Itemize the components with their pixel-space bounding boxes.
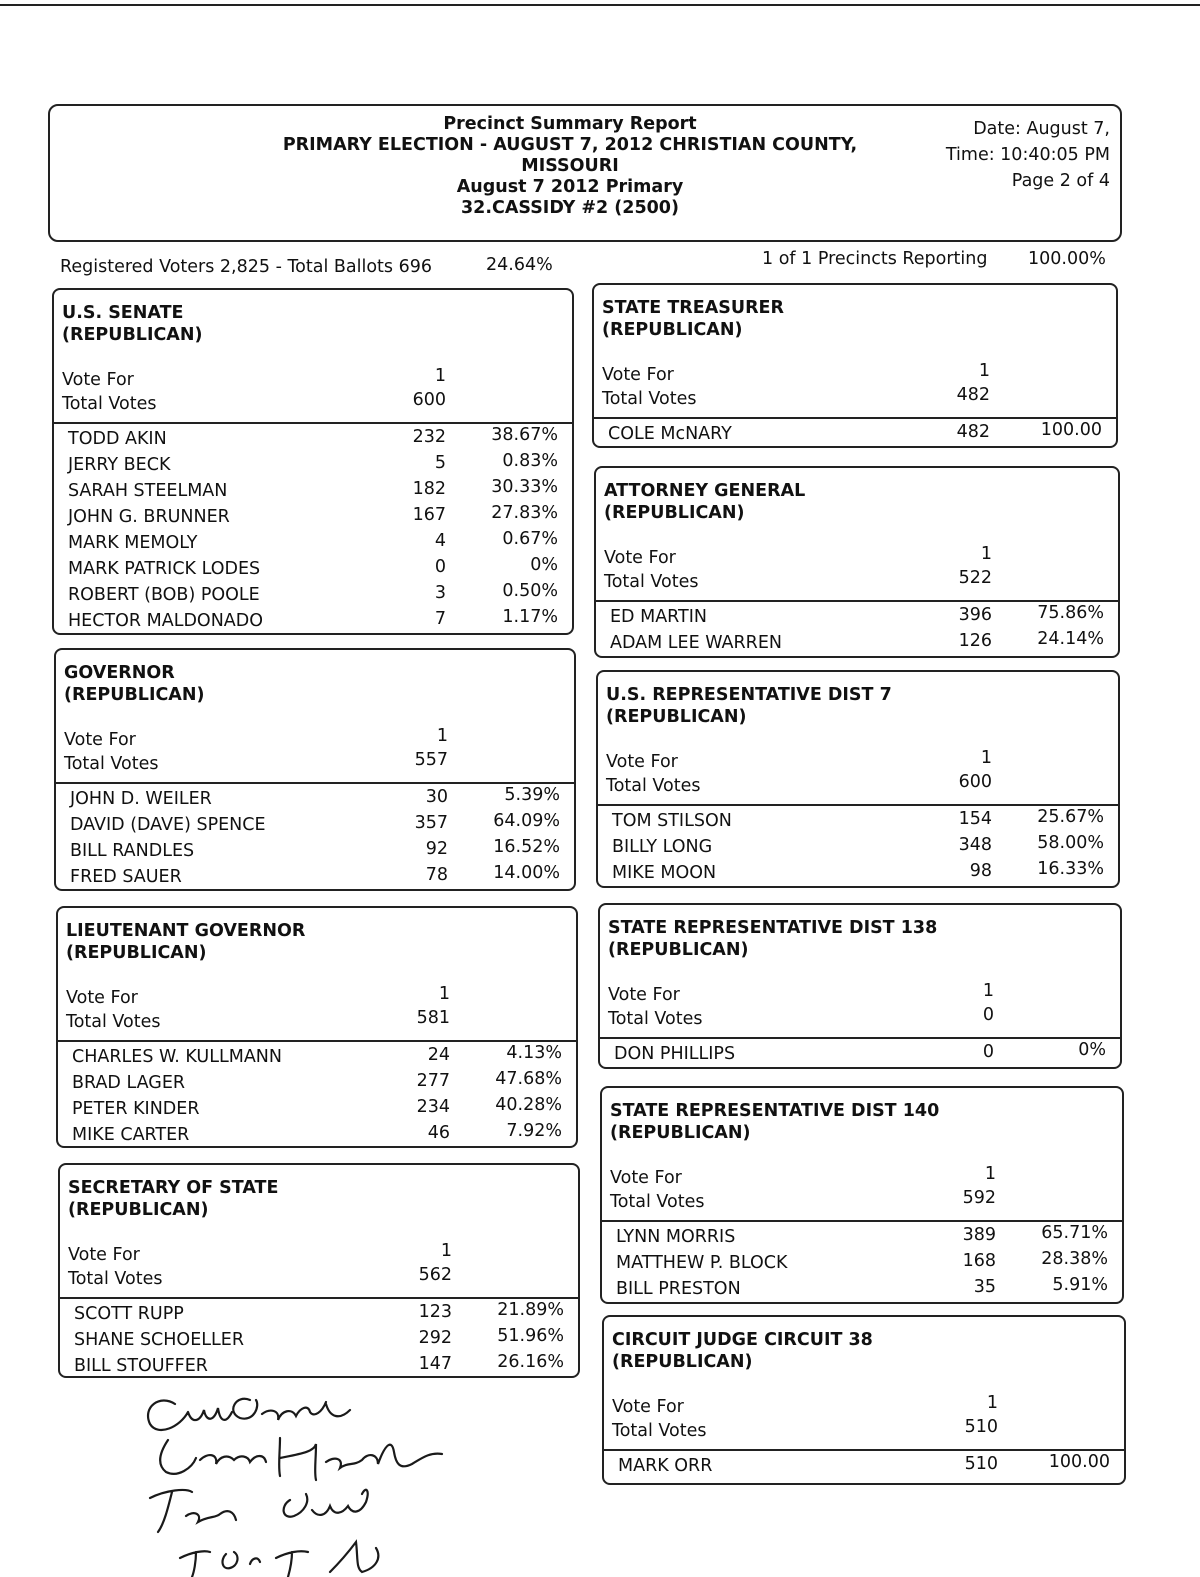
vote-info <box>594 361 1116 411</box>
race-party: (REPUBLICAN) <box>610 1123 751 1143</box>
candidate-name: LYNN MORRIS <box>616 1227 736 1247</box>
candidate-name: TODD AKIN <box>68 429 167 449</box>
vote-info <box>604 1393 1124 1443</box>
candidate-percent: 0.83% <box>502 451 558 471</box>
header-title-block <box>230 114 910 219</box>
candidate-percent: 7.92% <box>506 1121 562 1141</box>
candidate-votes: 167 <box>412 505 446 525</box>
race-box <box>596 670 1120 888</box>
candidate-votes: 24 <box>427 1045 450 1065</box>
candidate-votes: 147 <box>418 1354 452 1374</box>
candidate-row <box>54 580 572 606</box>
candidate-row <box>58 1042 576 1068</box>
race-office: STATE REPRESENTATIVE DIST 140 <box>610 1101 940 1121</box>
candidate-row <box>602 1274 1122 1300</box>
candidate-name: SARAH STEELMAN <box>68 481 228 501</box>
candidate-votes: 232 <box>412 427 446 447</box>
precincts-reporting-percent: 100.00% <box>1028 249 1106 269</box>
candidate-percent: 38.67% <box>491 425 558 445</box>
total-votes-value: 0 <box>982 1005 994 1025</box>
candidate-row <box>58 1068 576 1094</box>
candidate-name: DON PHILLIPS <box>614 1044 736 1064</box>
vote-for-label: Vote For <box>606 752 678 772</box>
report-header <box>48 104 1122 242</box>
candidate-votes: 5 <box>434 453 446 473</box>
vote-for-value: 1 <box>978 361 990 381</box>
candidate-votes: 30 <box>425 787 448 807</box>
candidate-row <box>56 784 574 810</box>
candidate-row <box>596 602 1118 628</box>
candidate-row <box>54 554 572 580</box>
race-title <box>64 662 574 706</box>
candidate-votes: 234 <box>416 1097 450 1117</box>
total-votes-value: 600 <box>958 772 992 792</box>
race-party: (REPUBLICAN) <box>604 503 745 523</box>
vote-info <box>58 984 576 1034</box>
race-box <box>592 283 1118 448</box>
candidate-name: BILL STOUFFER <box>74 1356 208 1376</box>
vote-for-label: Vote For <box>68 1245 140 1265</box>
registered-voters-text: Registered Voters 2,825 - Total Ballots 696 <box>60 257 433 277</box>
candidate-row <box>54 502 572 528</box>
candidate-name: TOM STILSON <box>612 811 732 831</box>
candidate-votes: 510 <box>964 1454 998 1474</box>
candidate-name: HECTOR MALDONADO <box>68 611 264 631</box>
vote-for-label: Vote For <box>62 370 134 390</box>
signature-3 <box>150 1490 368 1532</box>
candidate-row <box>54 528 572 554</box>
total-votes-value: 482 <box>956 385 990 405</box>
vote-for-label: Vote For <box>64 730 136 750</box>
race-box <box>52 288 574 635</box>
candidate-votes: 98 <box>969 861 992 881</box>
candidate-percent: 14.00% <box>493 863 560 883</box>
vote-for-value: 1 <box>984 1164 996 1184</box>
candidate-row <box>602 1248 1122 1274</box>
candidate-row <box>598 832 1118 858</box>
candidate-votes: 389 <box>962 1225 996 1245</box>
candidate-name: SHANE SCHOELLER <box>74 1330 244 1350</box>
election-line-2: MISSOURI <box>521 156 619 176</box>
candidate-name: MIKE CARTER <box>72 1125 190 1145</box>
page-number: Page 2 of 4 <box>1011 171 1110 191</box>
race-title <box>602 297 1116 341</box>
candidate-row <box>54 606 572 632</box>
race-office: ATTORNEY GENERAL <box>604 481 806 501</box>
candidate-percent: 4.13% <box>506 1043 562 1063</box>
vote-info <box>60 1241 578 1291</box>
race-title <box>608 917 1120 961</box>
candidate-name: MARK MEMOLY <box>68 533 198 553</box>
race-party: (REPUBLICAN) <box>608 940 749 960</box>
candidate-row <box>598 806 1118 832</box>
vote-for-label: Vote For <box>66 988 138 1008</box>
candidate-name: JOHN D. WEILER <box>70 789 212 809</box>
vote-for-value: 1 <box>434 366 446 386</box>
election-name: August 7 2012 Primary <box>456 177 684 197</box>
candidate-row <box>56 810 574 836</box>
total-votes-label: Total Votes <box>62 394 157 414</box>
race-party: (REPUBLICAN) <box>62 325 203 345</box>
candidate-row <box>598 858 1118 884</box>
candidate-votes: 35 <box>973 1277 996 1297</box>
candidate-percent: 16.52% <box>493 837 560 857</box>
total-votes-value: 557 <box>414 750 448 770</box>
signatures <box>130 1382 510 1577</box>
total-votes-label: Total Votes <box>68 1269 163 1289</box>
candidate-name: BILL PRESTON <box>616 1279 741 1299</box>
candidate-votes: 0 <box>434 557 446 577</box>
race-box <box>58 1163 580 1378</box>
vote-for-value: 1 <box>440 1241 452 1261</box>
race-party: (REPUBLICAN) <box>66 943 207 963</box>
candidate-votes: 348 <box>958 835 992 855</box>
report-date: Date: August 7, <box>973 119 1110 139</box>
race-title <box>612 1329 1124 1373</box>
race-box <box>594 466 1120 658</box>
candidate-percent: 28.38% <box>1041 1249 1108 1269</box>
candidate-percent: 64.09% <box>493 811 560 831</box>
candidate-name: ED MARTIN <box>610 607 707 627</box>
vote-for-value: 1 <box>438 984 450 1004</box>
candidate-row <box>594 419 1116 445</box>
total-votes-value: 522 <box>958 568 992 588</box>
candidate-votes: 46 <box>427 1123 450 1143</box>
candidate-votes: 7 <box>434 609 446 629</box>
total-votes-value: 562 <box>418 1265 452 1285</box>
total-votes-label: Total Votes <box>66 1012 161 1032</box>
candidate-row <box>54 476 572 502</box>
precinct-name: 32.CASSIDY #2 (2500) <box>461 198 679 218</box>
candidate-percent: 5.91% <box>1052 1275 1108 1295</box>
vote-info <box>54 366 572 416</box>
total-votes-label: Total Votes <box>610 1192 705 1212</box>
candidate-percent: 30.33% <box>491 477 558 497</box>
total-votes-value: 592 <box>962 1188 996 1208</box>
vote-for-label: Vote For <box>612 1397 684 1417</box>
candidate-row <box>58 1120 576 1146</box>
candidate-percent: 26.16% <box>497 1352 564 1372</box>
report-title: Precinct Summary Report <box>443 114 697 134</box>
race-office: STATE TREASURER <box>602 298 784 318</box>
candidate-percent: 0.50% <box>502 581 558 601</box>
report-time: Time: 10:40:05 PM <box>945 145 1110 165</box>
candidate-row <box>602 1222 1122 1248</box>
signature-4 <box>180 1542 378 1577</box>
candidate-row <box>56 836 574 862</box>
total-votes-label: Total Votes <box>64 754 159 774</box>
vote-for-value: 1 <box>982 981 994 1001</box>
race-box <box>56 906 578 1148</box>
candidate-percent: 100.00 <box>1040 420 1102 440</box>
candidate-name: BILL RANDLES <box>70 841 195 861</box>
candidate-name: MIKE MOON <box>612 863 717 883</box>
candidate-percent: 65.71% <box>1041 1223 1108 1243</box>
race-box <box>600 1086 1124 1304</box>
candidate-percent: 27.83% <box>491 503 558 523</box>
candidate-percent: 0% <box>530 555 558 575</box>
candidate-votes: 168 <box>962 1251 996 1271</box>
race-party: (REPUBLICAN) <box>68 1200 209 1220</box>
candidate-percent: 51.96% <box>497 1326 564 1346</box>
candidate-votes: 126 <box>958 631 992 651</box>
race-office: U.S. SENATE <box>62 303 184 323</box>
election-line-1: PRIMARY ELECTION - AUGUST 7, 2012 CHRISTIAN COUNTY, <box>282 135 858 155</box>
vote-for-label: Vote For <box>602 365 674 385</box>
candidate-row <box>60 1325 578 1351</box>
total-votes-label: Total Votes <box>604 572 699 592</box>
candidate-name: COLE McNARY <box>608 424 732 444</box>
race-title <box>606 684 1118 728</box>
race-box <box>54 648 576 891</box>
race-office: CIRCUIT JUDGE CIRCUIT 38 <box>612 1330 873 1350</box>
candidate-votes: 277 <box>416 1071 450 1091</box>
race-title <box>66 920 576 964</box>
candidate-name: DAVID (DAVE) SPENCE <box>70 815 266 835</box>
candidate-votes: 292 <box>418 1328 452 1348</box>
candidate-row <box>54 424 572 450</box>
candidate-percent: 24.14% <box>1037 629 1104 649</box>
race-title <box>62 302 572 346</box>
vote-for-label: Vote For <box>608 985 680 1005</box>
race-party: (REPUBLICAN) <box>606 707 747 727</box>
candidate-percent: 100.00 <box>1048 1452 1110 1472</box>
vote-info <box>602 1164 1122 1214</box>
race-title <box>610 1100 1122 1144</box>
signature-1 <box>148 1399 350 1430</box>
header-meta <box>946 116 1110 194</box>
candidate-row <box>56 862 574 888</box>
candidate-name: SCOTT RUPP <box>74 1304 184 1324</box>
candidate-name: FRED SAUER <box>70 867 182 887</box>
race-party: (REPUBLICAN) <box>64 685 205 705</box>
vote-info <box>600 981 1120 1031</box>
candidate-percent: 58.00% <box>1037 833 1104 853</box>
total-votes-value: 510 <box>964 1417 998 1437</box>
race-box <box>602 1315 1126 1485</box>
race-office: LIEUTENANT GOVERNOR <box>66 921 306 941</box>
race-office: GOVERNOR <box>64 663 175 683</box>
candidate-percent: 25.67% <box>1037 807 1104 827</box>
race-title <box>68 1177 578 1221</box>
precincts-reporting-text: 1 of 1 Precincts Reporting <box>762 249 988 269</box>
candidate-votes: 3 <box>434 583 446 603</box>
total-votes-value: 600 <box>412 390 446 410</box>
vote-for-label: Vote For <box>604 548 676 568</box>
candidate-name: MATTHEW P. BLOCK <box>616 1253 788 1273</box>
vote-for-value: 1 <box>986 1393 998 1413</box>
candidate-percent: 21.89% <box>497 1300 564 1320</box>
vote-info <box>56 726 574 776</box>
candidate-row <box>54 450 572 476</box>
candidate-votes: 396 <box>958 605 992 625</box>
total-votes-label: Total Votes <box>612 1421 707 1441</box>
candidate-name: BRAD LAGER <box>72 1073 186 1093</box>
candidate-percent: 5.39% <box>504 785 560 805</box>
candidate-name: MARK ORR <box>618 1456 713 1476</box>
candidate-name: CHARLES W. KULLMANN <box>72 1047 282 1067</box>
candidate-row <box>600 1039 1120 1065</box>
total-votes-label: Total Votes <box>606 776 701 796</box>
total-votes-label: Total Votes <box>608 1009 703 1029</box>
vote-for-value: 1 <box>436 726 448 746</box>
signature-2 <box>160 1438 442 1480</box>
top-border-line <box>0 4 1200 6</box>
candidate-name: JERRY BECK <box>68 455 171 475</box>
candidate-percent: 47.68% <box>495 1069 562 1089</box>
candidate-percent: 40.28% <box>495 1095 562 1115</box>
vote-for-label: Vote For <box>610 1168 682 1188</box>
turnout-percent: 24.64% <box>486 255 553 275</box>
vote-info <box>596 544 1118 594</box>
candidate-votes: 78 <box>425 865 448 885</box>
race-office: STATE REPRESENTATIVE DIST 138 <box>608 918 938 938</box>
candidate-row <box>58 1094 576 1120</box>
candidate-name: ADAM LEE WARREN <box>610 633 782 653</box>
candidate-votes: 0 <box>982 1042 994 1062</box>
candidate-row <box>60 1351 578 1377</box>
total-votes-label: Total Votes <box>602 389 697 409</box>
race-box <box>598 903 1122 1069</box>
race-party: (REPUBLICAN) <box>612 1352 753 1372</box>
vote-for-value: 1 <box>980 748 992 768</box>
candidate-name: PETER KINDER <box>72 1099 200 1119</box>
candidate-votes: 92 <box>425 839 448 859</box>
candidate-votes: 154 <box>958 809 992 829</box>
candidate-name: ROBERT (BOB) POOLE <box>68 585 260 605</box>
candidate-percent: 0% <box>1078 1040 1106 1060</box>
candidate-votes: 357 <box>414 813 448 833</box>
candidate-percent: 75.86% <box>1037 603 1104 623</box>
candidate-row <box>604 1451 1124 1477</box>
candidate-percent: 1.17% <box>502 607 558 627</box>
candidate-percent: 16.33% <box>1037 859 1104 879</box>
race-party: (REPUBLICAN) <box>602 320 743 340</box>
candidate-votes: 182 <box>412 479 446 499</box>
candidate-votes: 482 <box>956 422 990 442</box>
race-title <box>604 480 1118 524</box>
vote-for-value: 1 <box>980 544 992 564</box>
candidate-name: MARK PATRICK LODES <box>68 559 261 579</box>
candidate-row <box>60 1299 578 1325</box>
candidate-name: JOHN G. BRUNNER <box>68 507 230 527</box>
candidate-percent: 0.67% <box>502 529 558 549</box>
race-office: SECRETARY OF STATE <box>68 1178 279 1198</box>
race-office: U.S. REPRESENTATIVE DIST 7 <box>606 685 892 705</box>
candidate-name: BILLY LONG <box>612 837 713 857</box>
candidate-row <box>596 628 1118 654</box>
candidate-votes: 123 <box>418 1302 452 1322</box>
candidate-votes: 4 <box>434 531 446 551</box>
vote-info <box>598 748 1118 798</box>
total-votes-value: 581 <box>416 1008 450 1028</box>
